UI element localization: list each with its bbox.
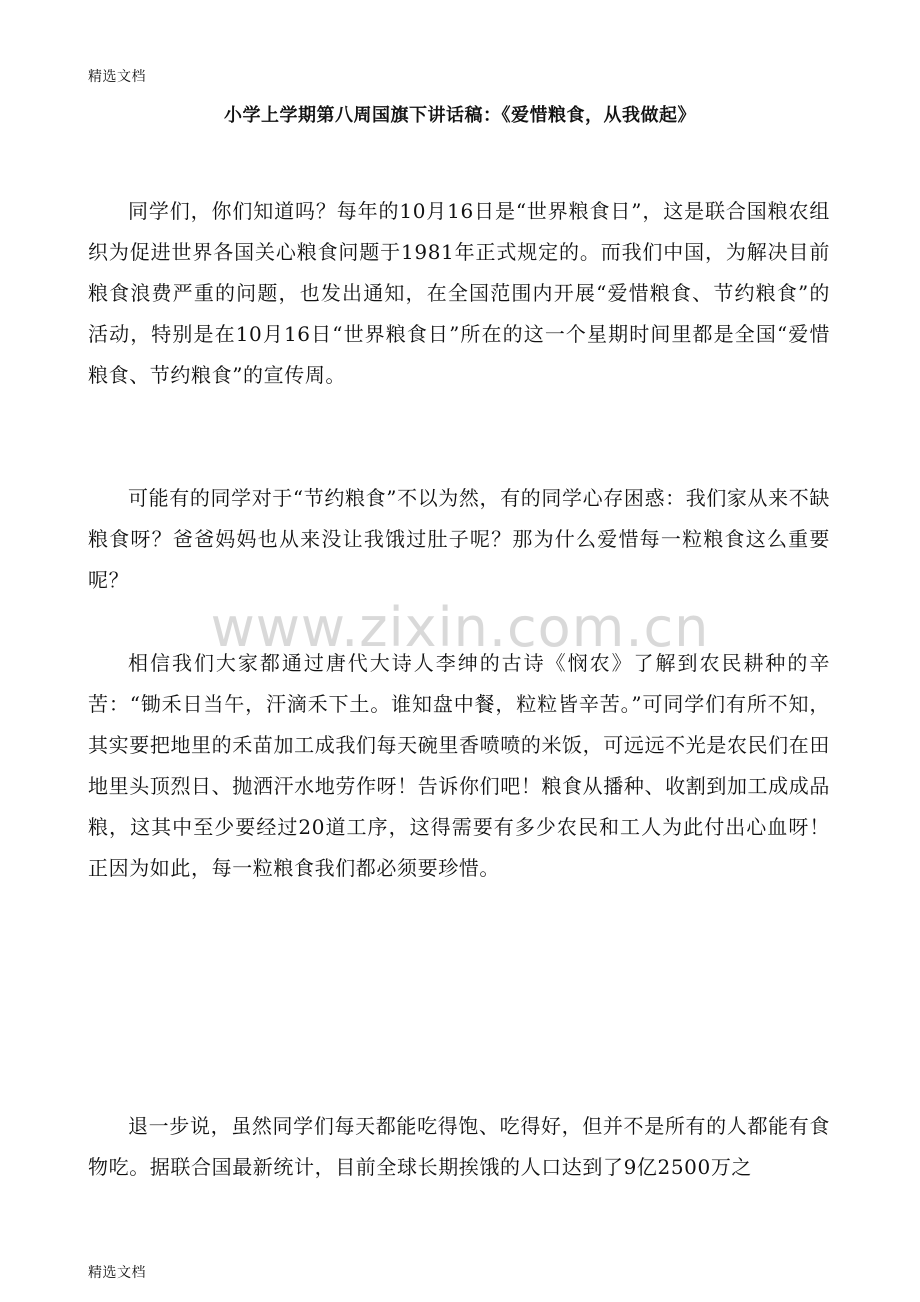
header-label: 精选文档 <box>88 69 146 85</box>
footer-label: 精选文档 <box>88 1265 146 1281</box>
paragraph-2: 可能有的同学对于“节约粮食”不以为然，有的同学心存困惑：我们家从来不缺粮食呀？爸爸妈妈也从来没让我饿过肚子呢？那为什么爱惜每一粒粮食这么重要呢？ <box>88 486 830 592</box>
watermark: www.zixin.com.cn <box>210 596 710 659</box>
paragraph-4: 退一步说，虽然同学们每天都能吃得饱、吃得好，但并不是所有的人都能有食物吃。据联合国最新统计，目前全球长期挨饿的人口达到了9亿2500万之 <box>88 1114 830 1179</box>
paragraph-3: 相信我们大家都通过唐代大诗人李绅的古诗《悯农》了解到农民耕种的辛苦：“锄禾日当午，汗滴禾下土。谁知盘中餐，粒粒皆辛苦。”可同学们有所不知，其实要把地里的禾苗加工成我们每天碗里香喷喷的米饭，可远远不光是农民们在田地里头顶烈日、抛洒汗水地劳作呀！告诉你们吧！粮食从播种、收割到加工成成品粮，这其中至少要经过20道工序，这得需要有多少农民和工人为此付出心血呀！正因为如此，每一粒粮食我们都必须要珍惜。 <box>88 651 830 880</box>
paragraph-1: 同学们，你们知道吗？每年的10月16日是“世界粮食日”，这是联合国粮农组织为促进世界各国关心粮食问题于1981年正式规定的。而我们中国，为解决目前粮食浪费严重的问题，也发出通知，在全国范围内开展“爱惜粮食、节约粮食”的活动，特别是在10月16日“世界粮食日”所在的这一个星期时间里都是全国“爱惜粮食、节约粮食”的宣传周。 <box>88 199 830 387</box>
document-title: 小学上学期第八周国旗下讲话稿：《爱惜粮食，从我做起》 <box>224 105 696 126</box>
